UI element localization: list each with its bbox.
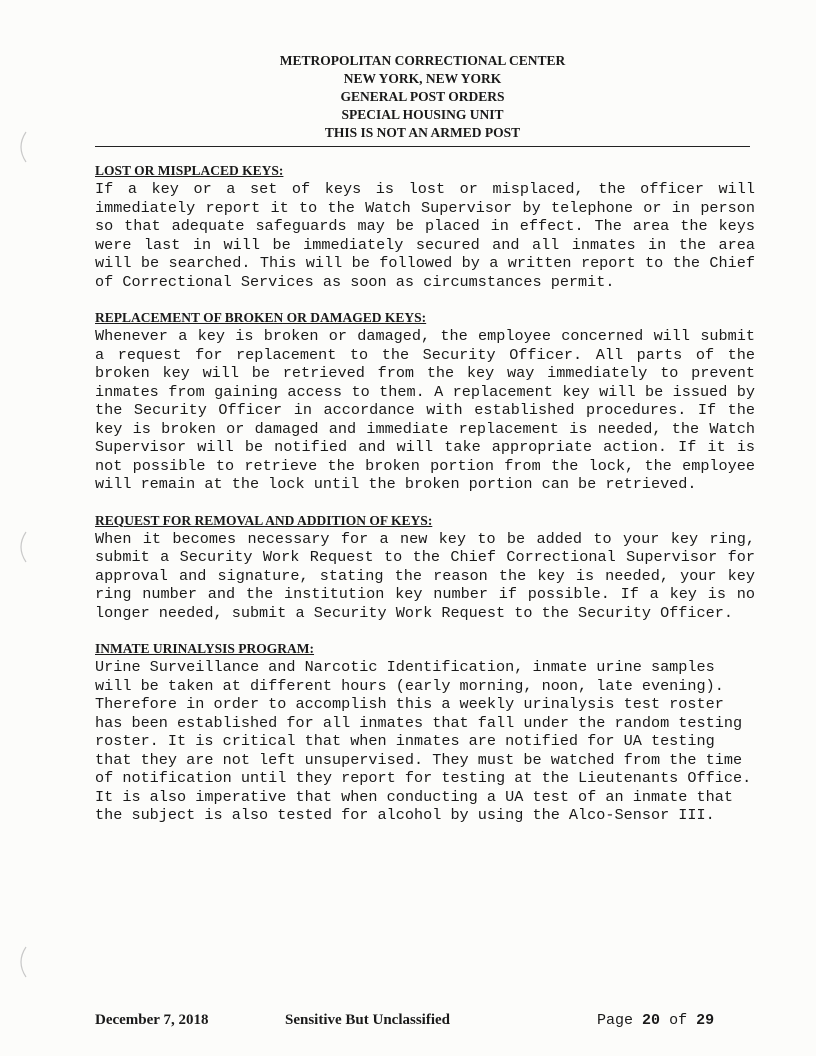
section-heading: REQUEST FOR REMOVAL AND ADDITION OF KEYS: [95, 512, 433, 528]
section-paragraph: When it becomes necessary for a new key to be added to your key ring, submit a Security Work Request to the Chief Correctional Supervisor for approval and signature, stating the reason the key is needed, your key ring number and the institution key number if possible. If a key is no longer needed, submit a Security Work Request to the Security Officer. [95, 529, 755, 622]
section-heading: REPLACEMENT OF BROKEN OR DAMAGED KEYS: [95, 310, 427, 325]
punch-hole-mark [14, 130, 30, 164]
page-total: 29 [696, 1012, 715, 1029]
punch-hole-mark [14, 945, 30, 979]
header-unit: SPECIAL HOUSING UNIT [341, 107, 504, 122]
page-current: 20 [642, 1012, 661, 1029]
section-paragraph: If a key or a set of keys is lost or misplaced, the officer will immediately report it to the Watch Supervisor by telephone or in person so that adequate safeguards may be placed in effect. The area the keys were last in will be immediately secured and all inmates in the area will be searched. This will be followed by a written report to the Chief of Correctional Services as soon as circumstances permit. [95, 180, 755, 291]
section-paragraph: Urine Surveillance and Narcotic Identification, inmate urine samples will be taken at different hours (early morning, noon, late evening). Therefore in order to accomplish this a weekly urinalysis test roster has been established for all inmates that fall under the random testing roster. It is critical that when inmates are notified for UA testing that they are not left unsupervised. They must be watched from the time of notification until they report for testing at the Lieutenants Office. It is also imperative that when conducting a UA test of an inmate that the subject is also tested for alcohol by using the Alco-Sensor III. [95, 658, 752, 824]
section-paragraph: Whenever a key is broken or damaged, the employee concerned will submit a request for replacement to the Security Officer. All parts of the broken key will be retrieved from the key way immediately to prevent inmates from gaining access to them. A replacement key will be issued by the Security Officer in accordance with established procedures. If the key is broken or damaged and immediate replacement is needed, the Watch Supervisor will be notified and will take appropriate action. If it is not possible to retrieve the broken portion from the lock, the employee will remain at the lock until the broken portion can be retrieved. [95, 327, 755, 493]
header-post-status: THIS IS NOT AN ARMED POST [324, 125, 521, 140]
section-heading: INMATE URINALYSIS PROGRAM: [95, 641, 315, 656]
header-location: NEW YORK, NEW YORK [343, 71, 502, 86]
header-doc-type: GENERAL POST ORDERS [340, 89, 505, 104]
section-heading: LOST OR MISPLACED KEYS: [95, 163, 284, 178]
section-lost-keys [95, 162, 755, 291]
footer-date: December 7, 2018 [95, 1012, 209, 1028]
document-header [95, 52, 750, 142]
section-urinalysis [95, 640, 755, 825]
punch-hole-mark [14, 530, 30, 564]
footer-page-number [597, 1012, 714, 1029]
section-replacement-keys [95, 309, 755, 494]
page-word: Page [597, 1012, 634, 1029]
document-body [95, 162, 755, 843]
header-institution: METROPOLITAN CORRECTIONAL CENTER [279, 53, 566, 68]
of-word: of [669, 1012, 688, 1029]
footer-classification: Sensitive But Unclassified [285, 1012, 451, 1028]
header-divider [95, 146, 750, 147]
section-removal-addition-keys [95, 512, 755, 623]
